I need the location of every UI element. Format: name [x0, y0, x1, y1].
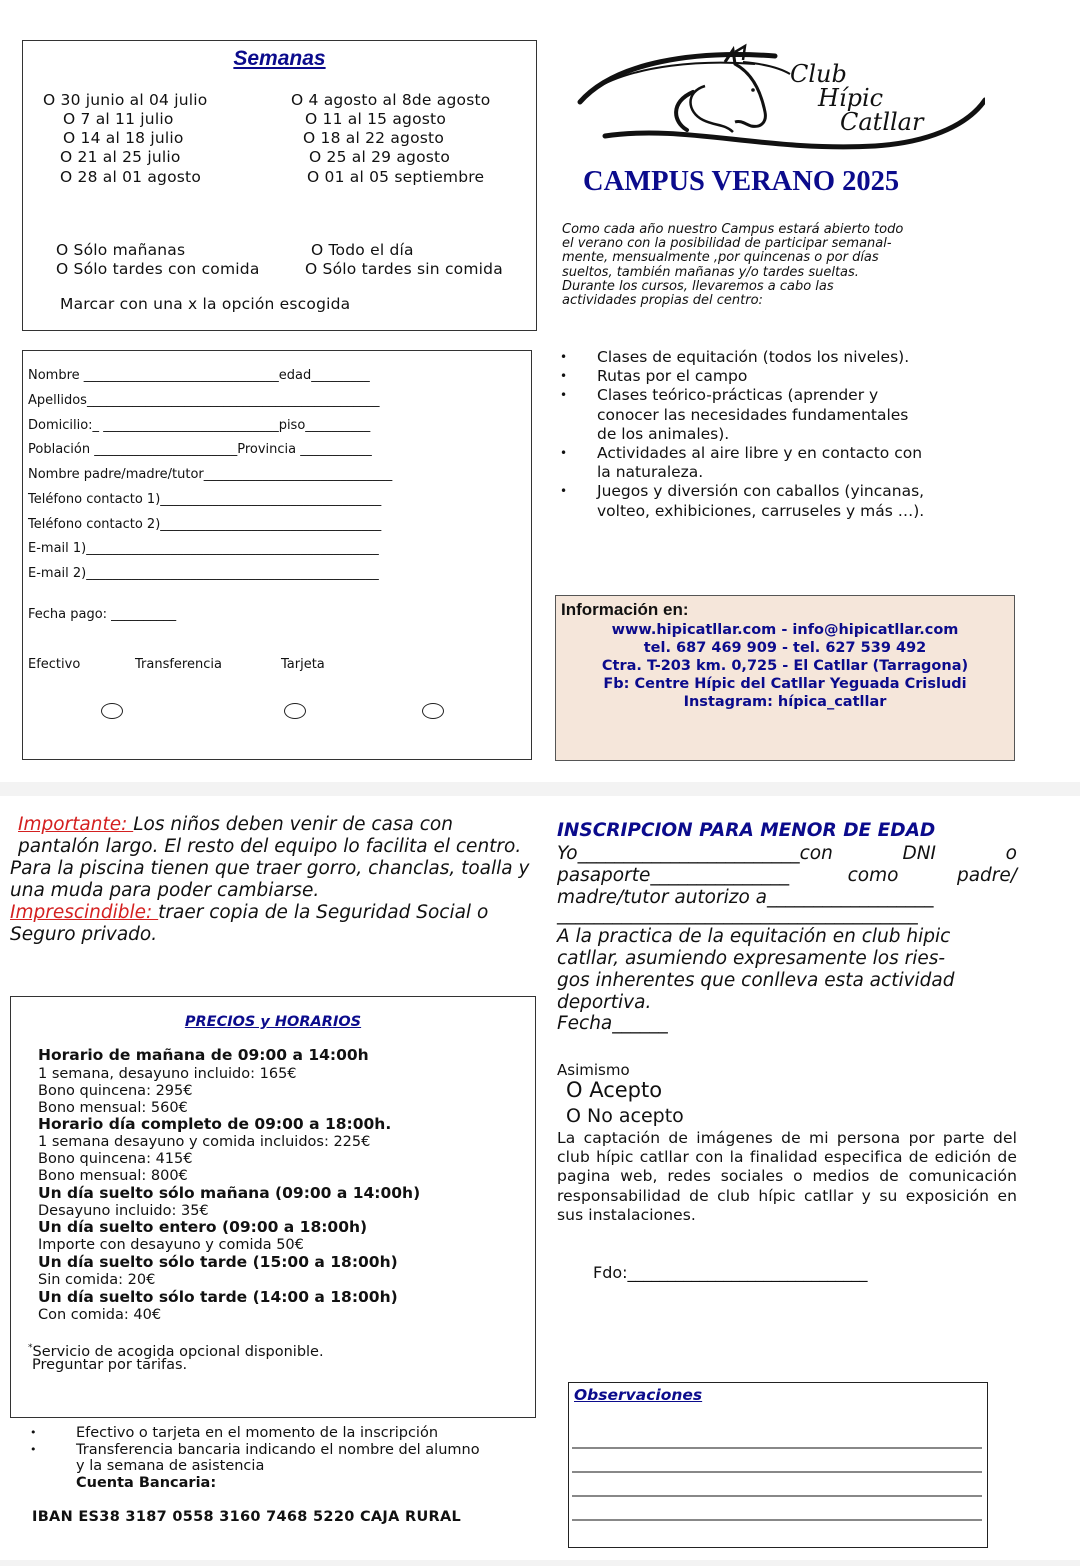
field-telefono-2[interactable]: Teléfono contacto 2)__________________________________ — [28, 517, 382, 532]
activity-item — [560, 367, 990, 386]
schedule-option-full-day[interactable]: O Todo el día — [311, 241, 414, 259]
horse-head-icon — [575, 42, 985, 162]
bullet-icon: • — [560, 369, 568, 384]
week-option[interactable]: O 21 al 25 julio — [60, 148, 181, 166]
info-phones[interactable]: tel. 687 469 909 - tel. 627 539 492 — [643, 640, 927, 656]
price-heading: Un día suelto sólo tarde (15:00 a 18:00h) — [38, 1253, 398, 1271]
campus-title: CAMPUS VERANO 2025 — [583, 166, 900, 197]
schedule-option-afternoon-no-lunch[interactable]: O Sólo tardes sin comida — [305, 260, 503, 278]
inscription-line[interactable]: madre/tutor autorizo a__________________ — [557, 886, 934, 908]
field-telefono-1[interactable]: Teléfono contacto 1)__________________________________ — [28, 492, 382, 507]
observation-line[interactable] — [572, 1471, 982, 1473]
bullet-icon: • — [560, 388, 568, 403]
activity-text: Rutas por el campo — [597, 367, 748, 386]
inscription-title: INSCRIPCION PARA MENOR DE EDAD — [557, 820, 936, 841]
activity-text: de los animales). — [597, 424, 730, 443]
payment-note-item — [30, 1442, 540, 1492]
activity-text: conocer las necesidades fundamentales — [597, 405, 909, 424]
field-email-2[interactable]: E-mail 2)_____________________________________________ — [28, 566, 379, 581]
prices-title: PRECIOS y HORARIOS — [184, 1014, 362, 1030]
prices-schedule-box — [10, 996, 536, 1418]
registration-form-box — [22, 350, 532, 760]
important-label: Importante: — [18, 814, 134, 835]
activity-text: la naturaleza. — [597, 463, 704, 482]
info-facebook[interactable]: Fb: Centre Hípic del Catllar Yeguada Crisludi — [603, 676, 967, 692]
field-domicilio-piso[interactable]: Domicilio:_ ___________________________piso__________ — [28, 418, 371, 433]
logo-text-catllar: Catllar — [840, 108, 924, 136]
payment-notes — [30, 1425, 540, 1491]
bank-account-label: Cuenta Bancaria: — [76, 1474, 217, 1491]
observations-box[interactable] — [568, 1382, 988, 1548]
bullet-icon: • — [560, 446, 568, 461]
payment-note-text: Transferencia bancaria indicando el nombre del alumno — [76, 1441, 480, 1458]
iban-number: IBAN ES38 3187 0558 3160 7468 5220 CAJA RURAL — [32, 1509, 462, 1525]
activity-text: Actividades al aire libre y en contacto con — [597, 444, 923, 463]
price-heading: Un día suelto sólo mañana (09:00 a 14:00h) — [38, 1184, 421, 1202]
inscription-line[interactable] — [557, 865, 1017, 887]
service-note-text: Servicio de acogida opcional disponible. — [32, 1343, 324, 1360]
observation-line[interactable] — [572, 1447, 982, 1449]
payment-label-tarjeta: Tarjeta — [281, 657, 325, 672]
price-row: Bono mensual: 800€ — [38, 1168, 188, 1184]
service-note-2: Preguntar por tarifas. — [32, 1357, 188, 1373]
contact-info-box — [555, 595, 1015, 761]
info-web-email[interactable]: www.hipicatllar.com - info@hipicatllar.com — [611, 622, 959, 638]
intro-line: el verano con la posibilidad de participar semanal- — [562, 236, 892, 252]
asimismo-label: Asimismo — [557, 1061, 630, 1079]
activity-text: Juegos y diversión con caballos (yincanas, — [597, 482, 925, 501]
pool-notice: Para la piscina tienen que traer gorro, chanclas, toalla y una muda para poder cambiarse. — [10, 858, 530, 901]
week-option[interactable]: O 01 al 05 septiembre — [307, 168, 485, 186]
inscription-line[interactable] — [557, 843, 1017, 865]
week-option[interactable]: O 14 al 18 julio — [63, 129, 184, 147]
payment-radio-tarjeta[interactable] — [422, 703, 444, 719]
page-bottom-edge — [0, 1560, 1080, 1566]
observation-line[interactable] — [572, 1495, 982, 1497]
activity-text: volteo, exhibiciones, carruseles y más …). — [597, 501, 925, 520]
activity-item — [560, 444, 990, 482]
page-separator — [0, 782, 1080, 796]
service-note: *Servicio de acogida opcional disponible. — [28, 1343, 324, 1360]
inscription-text: padre/ — [956, 864, 1017, 886]
payment-note-item — [30, 1425, 540, 1442]
week-option[interactable]: O 30 junio al 04 julio — [43, 91, 208, 109]
essential-text: traer copia de la Seguridad Social o Seguro privado. — [10, 902, 489, 945]
price-row: 1 semana, desayuno incluido: 165€ — [38, 1066, 297, 1082]
intro-line: Como cada año nuestro Campus estará abierto todo — [562, 222, 904, 237]
payment-note-text: Efectivo o tarjeta en el momento de la inscripción — [76, 1425, 439, 1441]
intro-line: Durante los cursos, llevaremos a cabo las — [562, 278, 834, 294]
inscription-text: Yo________________________con — [557, 843, 833, 864]
intro-line: actividades propias del centro: — [562, 293, 763, 309]
field-apellidos[interactable]: Apellidos_____________________________________________ — [28, 393, 380, 408]
bullet-icon: • — [560, 350, 568, 364]
inscription-text: DNI — [902, 843, 937, 864]
weeks-instruction: Marcar con una x la opción escogida — [60, 295, 351, 313]
price-row: Bono quincena: 295€ — [38, 1083, 193, 1099]
weeks-title: Semanas — [233, 47, 326, 70]
observations-title: Observaciones — [574, 1386, 703, 1404]
price-row: Con comida: 40€ — [38, 1307, 162, 1323]
consent-reject-option[interactable]: O No acepto — [566, 1105, 684, 1127]
week-option[interactable]: O 25 al 29 agosto — [309, 148, 451, 166]
activity-item — [560, 348, 990, 367]
price-heading: Horario de mañana de 09:00 a 14:00h — [38, 1046, 369, 1064]
field-nombre-tutor[interactable]: Nombre padre/madre/tutor_____________________________ — [28, 467, 393, 482]
observation-line[interactable] — [572, 1519, 982, 1521]
activity-text: Clases teórico-prácticas (aprender y — [597, 386, 879, 405]
intro-line: sueltos, también mañanas y/o tardes sueltas. — [562, 264, 859, 280]
inscription-line[interactable]: _______________________________________ — [557, 904, 918, 926]
important-notice — [10, 814, 540, 946]
price-row: 1 semana desayuno y comida incluidos: 225€ — [38, 1134, 371, 1150]
field-nombre-edad[interactable]: Nombre ______________________________edad_________ — [28, 368, 370, 383]
payment-label-efectivo: Efectivo — [28, 657, 81, 672]
consent-accept-option[interactable]: O Acepto — [566, 1078, 663, 1102]
activity-item — [560, 482, 990, 520]
inscription-text: o — [1005, 843, 1017, 864]
essential-label: Imprescindible: — [10, 902, 159, 923]
price-row: Sin comida: 20€ — [38, 1272, 156, 1288]
inscription-text: como — [847, 864, 899, 886]
inscription-line: deportiva. — [557, 991, 652, 1013]
logo-text-hipic: Hípic — [818, 84, 884, 112]
logo-text-club: Club — [790, 60, 847, 88]
price-row: Bono mensual: 560€ — [38, 1100, 188, 1116]
field-email-1[interactable]: E-mail 1)_____________________________________________ — [28, 541, 379, 556]
inscription-text: pasaporte_______________ — [557, 864, 790, 886]
info-address: Ctra. T-203 km. 0,725 - El Catllar (Tarragona) — [601, 658, 969, 674]
inscription-date-field[interactable]: Fecha______ — [557, 1013, 668, 1035]
payment-radio-transferencia[interactable] — [284, 703, 306, 719]
week-option[interactable]: O 18 al 22 agosto — [303, 129, 445, 147]
price-row: Bono quincena: 415€ — [38, 1151, 193, 1167]
payment-label-transferencia: Transferencia — [135, 657, 222, 672]
info-instagram[interactable]: Instagram: hípica_catllar — [683, 694, 887, 710]
price-heading: Un día suelto entero (09:00 a 18:00h) — [38, 1218, 368, 1236]
bullet-icon: • — [30, 1442, 37, 1456]
inscription-line: gos inherentes que conlleva esta actividad — [557, 969, 955, 991]
schedule-option-mornings[interactable]: O Sólo mañanas — [56, 241, 186, 259]
inscription-body — [557, 843, 1017, 1035]
bullet-icon: • — [560, 484, 568, 499]
bullet-icon: • — [30, 1426, 37, 1439]
field-fecha-pago[interactable]: Fecha pago: __________ — [28, 607, 177, 622]
activities-list — [560, 348, 990, 521]
activity-text: Clases de equitación (todos los niveles). — [597, 348, 910, 366]
info-title: Información en: — [561, 600, 689, 619]
activity-item — [560, 386, 990, 444]
intro-line: mente, mensualmente ,por quincenas o por días — [562, 250, 879, 266]
schedule-option-afternoon-lunch[interactable]: O Sólo tardes con comida — [56, 260, 260, 278]
price-row: Importe con desayuno y comida 50€ — [38, 1237, 304, 1253]
payment-radio-efectivo[interactable] — [101, 703, 123, 719]
week-option[interactable]: O 7 al 11 julio — [63, 110, 174, 128]
week-option[interactable]: O 4 agosto al 8de agosto — [291, 91, 491, 109]
week-option[interactable]: O 28 al 01 agosto — [60, 168, 202, 186]
signature-field[interactable]: Fdo:______________________________ — [593, 1263, 868, 1282]
club-logo — [575, 42, 985, 162]
price-heading: Horario día completo de 09:00 a 18:00h. — [38, 1115, 392, 1133]
price-heading: Un día suelto sólo tarde (14:00 a 18:00h) — [38, 1288, 398, 1306]
inscription-line: catllar, asumiendo expresamente los ries- — [557, 947, 946, 969]
inscription-line: A la practica de la equitación en club hipic — [557, 926, 951, 948]
week-option[interactable]: O 11 al 15 agosto — [305, 110, 447, 128]
payment-note-text: y la semana de asistencia — [76, 1458, 265, 1474]
intro-paragraph — [562, 223, 992, 308]
price-row: Desayuno incluido: 35€ — [38, 1203, 209, 1219]
field-poblacion-provincia[interactable]: Población ______________________Provincia ___________ — [28, 442, 372, 457]
weeks-selection-box — [22, 40, 537, 331]
important-text: Los niños deben venir de casa con pantalón largo. El resto del equipo lo facilita el centro. — [18, 814, 522, 857]
image-consent-text: La captación de imágenes de mi persona por parte del club hípic catllar con la finalidad especifica de edición de pagina web, redes sociales o medios de comunicación responsabilidad de club hípic catllar y su exposición en sus instalaciones. — [557, 1129, 1017, 1224]
